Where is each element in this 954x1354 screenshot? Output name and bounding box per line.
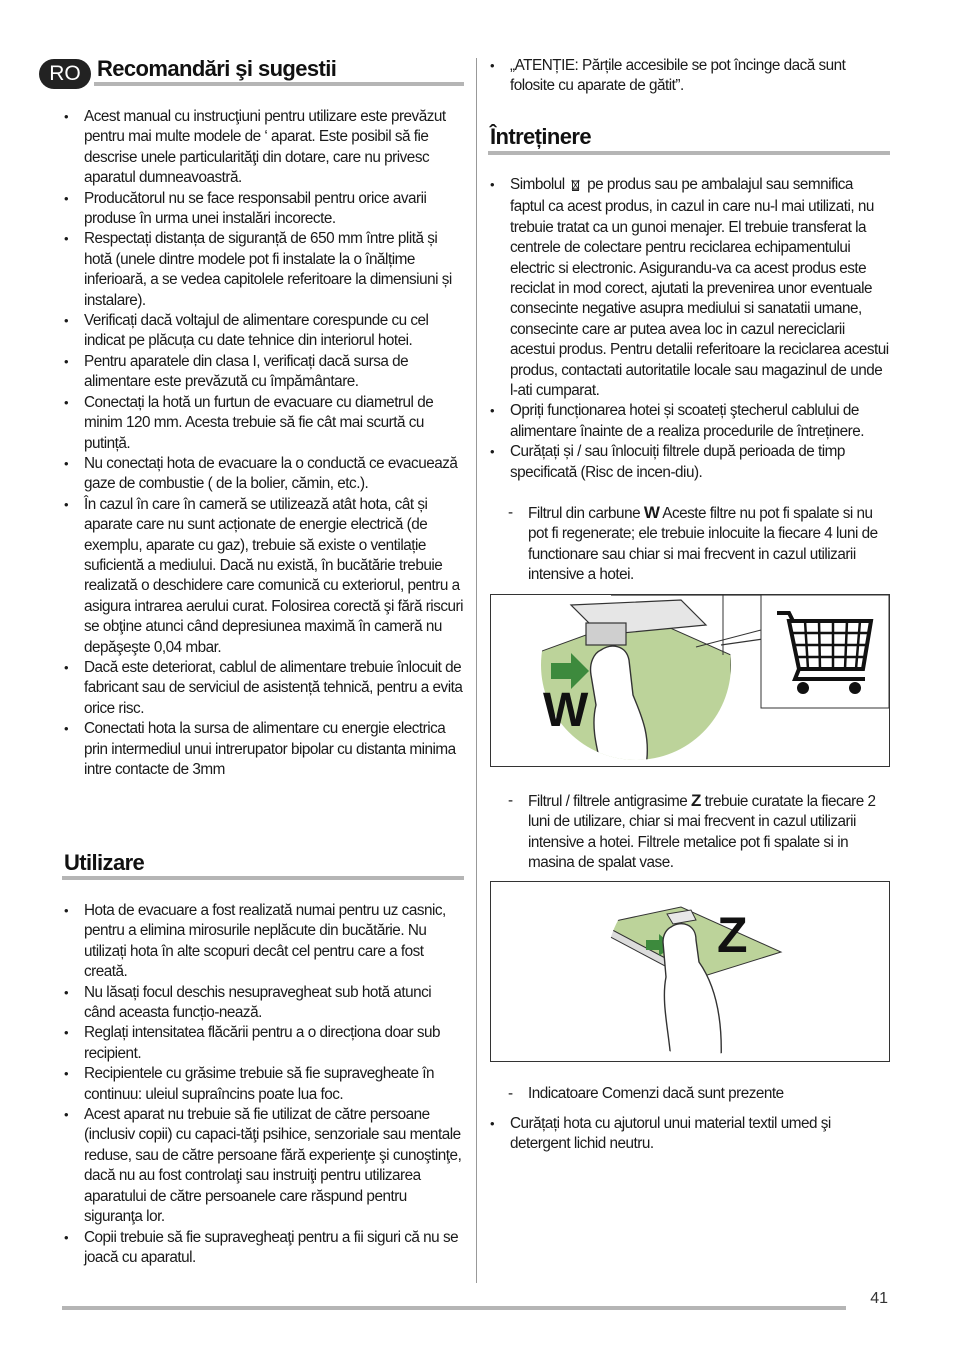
filter-w-letter: W [643,503,660,522]
recommendations-list [62,107,464,780]
filter-w-figure-label: W [543,684,589,737]
filter-carbon-label: Filtrul din carbune [528,505,641,522]
list-item [488,175,890,401]
footer-rule [62,1306,846,1310]
column-divider [476,58,477,1283]
list-item: • Hota de evacuare a fost realizată numai pentru uz casnic, pentru a elimina mirosurile neplăcute din bucătărie. Nu utilizați hota în alte scopuri decât cel pentru care a fost creată. [62,901,464,983]
list-item: • Recipientele cu grăsime trebuie să fie supravegheate în continuu: uleiul supraîncins poate lua foc. [62,1064,464,1105]
section-title-maintenance: Întreținere [490,124,591,149]
filter-carbon-text: Aceste filtre nu pot fi spalate si nu pot fi regenerate; ele trebuie inlocuite la fiecare 4 luni de functionare sau chiar si mai frecvent in cazul utilizarii intensive a hotei. [528,505,878,584]
list-item: • Curățați și / sau înlocuiți filtrele după perioada de timp specificată (Risc de incen-diu). [488,442,890,483]
recycle-bin-icon [571,177,580,197]
list-item: • Reglați intensitatea flăcării pentru a o direcționa doar sub recipient. [62,1023,464,1064]
list-item: • Pentru aparatele din clasa I, verificați dacă sursa de alimentare este prevăzută cu împământare. [62,352,464,393]
section-title-recommendations: Recomandări şi sugestii [97,56,337,81]
controls-note-text: Indicatoare Comenzi dacă sunt prezente [528,1085,784,1102]
section-rule [94,82,464,86]
list-item: • Respectați distanța de siguranță de 650 mm între plită și hotă (unele dintre modele pot fi instalate la o înălțime inferioară, a se vedea capitolele referitoare la dimensiuni și instalare). [62,229,464,311]
figure-carbon-filter [490,594,890,767]
list-item: • „ATENȚIE: Părțile accesibile se pot încinge dacă sunt folosite cu aparate de gătit”. [488,56,888,97]
list-item: • Conectati hota la sursa de alimentare cu energie electrica prin intermediul unui intrerupator bipolar cu distanta minima intre contacte de 3mm [62,719,464,780]
list-item: • Conectați la hotă un furtun de evacuare cu diametrul de minim 120 mm. Acesta trebuie să fie cât mai scurtă cu putință. [62,393,464,454]
filter-carbon-note: - Filtrul din carbune W Aceste filtre nu pot fi spalate si nu pot fi regenerate; ele trebuie inlocuite la fiecare 4 luni de functionare sau chiar si mai frecvent in cazul utilizarii intensive a hotei. [508,503,878,584]
list-item: • Verificați dacă voltajul de alimentare corespunde cu cel indicat pe plăcuța cu date tehnice din interiorul hotei. [62,311,464,352]
list-item: • Opriți funcționarea hotei și scoateți ştecherul cablului de alimentare înainte de a realiza procedurile de întreținere. [488,401,890,442]
filter-grease-text: trebuie curatate la fiecare 2 luni de utilizare, chiar si mai frecvent in cazul utilizarii intensive a hotei. Filtrele metalice pot fi spalate si in masina de spalat vase. [528,793,876,872]
usage-list [62,901,464,1268]
list-item: • Producătorul nu se face responsabil pentru orice avarii produse în urma unei instalări incorecte. [62,189,464,230]
warning-list [488,56,888,97]
maintenance-list [488,175,890,483]
list-item: • Acest aparat nu trebuie să fie utilizat de către persoane (inclusiv copii) cu capaci-tăţi psihice, senzoriale sau mentale reduse, sau de către persoane fără experienţe şi cunoştinţe, dacă nu au fost controlaţi sau instruiţi pentru utilizarea aparatului de către persoanele care răspund pentru siguranţa lor. [62,1105,464,1227]
list-item: • Dacă este deteriorat, cablul de alimentare trebuie înlocuit de fabricant sau de serviciul de asistență tehnică, pentru a evita orice risc. [62,658,464,719]
list-item-text: pe produs sau pe ambalajul sau semnifica faptul ca acest produs, in cazul in care nu-l mai utilizati, nu trebuie tratat ca un gunoi menajer. El trebuie transferat la centrele de colectare pentru reciclarea echipamentului electric si electronic. Asigurandu-va ca acest produs este reciclat in mod corect, ajutati la prevenirea unor eventuale consecinte negative asupra mediului si sanatatii umane, consecinte care ar putea avea loc in cazul nereciclarii acestui produs. Pentru detalii referitoare la reciclarea acestui produs, contactati autoritatile locale sau magazinul de unde l-ati cumparat. [510,176,889,400]
page-number: 41 [870,1290,888,1307]
filter-z-figure-label: Z [717,907,748,963]
list-item: • Nu conectați hota de evacuare la o conductă ce evacuează gaze de combustie ( de la bolier, cămin, etc.). [62,454,464,495]
section-rule [62,876,464,880]
list-item: • Curățați hota cu ajutorul unui material textil umed şi detergent lichid neutru. [488,1114,888,1155]
section-title-usage: Utilizare [64,850,145,875]
figure-grease-filter [490,881,890,1062]
controls-note: - Indicatoare Comenzi dacă sunt prezente [508,1085,784,1102]
section-rule [488,151,890,155]
list-item-text: Simbolul [510,176,565,193]
cleaning-list [488,1114,888,1155]
list-item: • În cazul în care în cameră se utilizează atât hota, cât și aparate care nu sunt acționate de energie electrică (de exemplu, aparate cu gaz), trebuie să existe o ventilație suficientă a mediului. Dacă nu există, în bucătărie trebuie realizată o deschidere care comunică cu exteriorul, pentru a asigura intrarea aerului curat. Folosirea corectă şi fără riscuri se obţine atunci când depresiunea maximă în cameră nu depăşeşte 0,04 mbar. [62,495,464,658]
list-item: • Acest manual cu instrucţiuni pentru utilizare este prevăzut pentru mai multe modele de ‘ aparat. Este posibil să fie descrise unele particularităţi din dotare, care nu privesc aparatul dumneavoastră. [62,107,464,189]
shopping-cart-icon [775,607,875,702]
filter-grease-note: - Filtrul / filtrele antigrasime Z trebuie curatate la fiecare 2 luni de utilizare, chiar si mai frecvent in cazul utilizarii intensive a hotei. Filtrele metalice pot fi spalate si in masina de spalat vase. [508,791,876,872]
list-item: • Nu lăsați focul deschis nesupravegheat sub hotă atunci când aceasta funcțio-nează. [62,983,464,1024]
list-item: • Copii trebuie să fie supravegheaţi pentru a fii siguri că nu se joacă cu aparatul. [62,1228,464,1269]
filter-z-letter: Z [691,791,701,810]
language-badge: RO [39,59,91,89]
filter-grease-label: Filtrul / filtrele antigrasime [528,793,688,810]
